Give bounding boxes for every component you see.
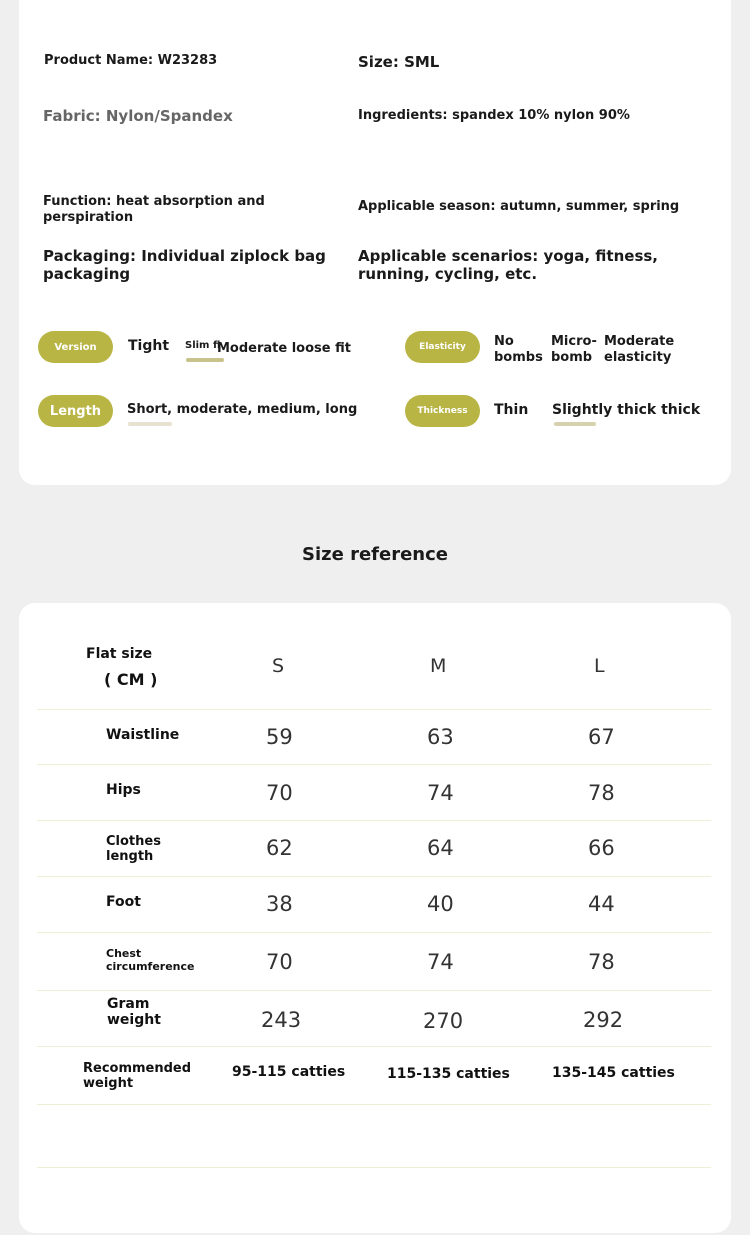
row-divider [37, 820, 711, 821]
row-divider [37, 990, 711, 991]
cell-hips-l: 78 [588, 781, 615, 805]
cell-recommended-s: 95-115 catties [232, 1064, 346, 1080]
thickness-badge: Thickness [405, 395, 480, 427]
function-info: Function: heat absorption and perspiration [43, 194, 265, 225]
elasticity-option-no: No bombs [494, 334, 543, 365]
cell-foot-m: 40 [427, 892, 454, 916]
cell-recommended-m: 115-135 catties [387, 1066, 510, 1082]
version-option-loose: Moderate loose fit [217, 341, 351, 356]
packaging-info: Packaging: Individual ziplock bag packaging [43, 247, 326, 283]
cell-foot-l: 44 [588, 892, 615, 916]
row-divider [37, 1167, 711, 1168]
column-header-s: S [272, 655, 285, 677]
row-label-waistline: Waistline [106, 727, 180, 743]
size-table-card [19, 603, 731, 1233]
size-info: Size: SML [358, 53, 440, 71]
cell-hips-m: 74 [427, 781, 454, 805]
row-label-foot: Foot [106, 894, 141, 910]
row-label-chest-circumference: Chest circumference [106, 947, 195, 973]
fabric-info: Fabric: Nylon/Spandex [43, 107, 233, 125]
flat-size-header: Flat size [86, 646, 153, 662]
elasticity-badge: Elasticity [405, 331, 480, 363]
cell-hips-s: 70 [266, 781, 293, 805]
row-divider [37, 1046, 711, 1047]
cell-waistline-m: 63 [427, 725, 454, 749]
length-selected-marker [128, 422, 172, 426]
cell-gram-s: 243 [261, 1008, 302, 1032]
version-selected-marker [186, 358, 224, 362]
row-label-clothes-length: Clothes length [106, 834, 161, 864]
cell-clothes-length-l: 66 [588, 836, 615, 860]
version-option-slim: Slim fi [185, 340, 221, 351]
column-header-l: L [594, 655, 605, 677]
cell-gram-m: 270 [423, 1009, 464, 1033]
scenarios-info: Applicable scenarios: yoga, fitness, running, cycling, etc. [358, 247, 658, 283]
ingredients-info: Ingredients: spandex 10% nylon 90% [358, 108, 630, 123]
product-name: Product Name: W23283 [44, 53, 218, 68]
version-option-tight: Tight [128, 338, 170, 354]
cell-waistline-s: 59 [266, 725, 293, 749]
cell-chest-m: 74 [427, 950, 454, 974]
elasticity-option-micro: Micro-bomb [551, 334, 597, 365]
row-label-recommended-weight: Recommended weight [83, 1061, 192, 1091]
thickness-option-thin: Thin [494, 402, 529, 418]
elasticity-option-moderate: Moderate elasticity [604, 334, 675, 365]
row-divider [37, 1104, 711, 1105]
cell-gram-l: 292 [583, 1008, 624, 1032]
version-badge: Version [38, 331, 113, 363]
cell-chest-s: 70 [266, 950, 293, 974]
row-label-hips: Hips [106, 782, 141, 798]
column-header-m: M [430, 655, 447, 677]
row-divider [37, 709, 711, 710]
unit-header: ( CM ) [104, 670, 158, 689]
cell-waistline-l: 67 [588, 725, 615, 749]
cell-foot-s: 38 [266, 892, 293, 916]
length-options: Short, moderate, medium, long [127, 402, 358, 417]
cell-recommended-l: 135-145 catties [552, 1065, 675, 1081]
thickness-option-slightly-thick: Slightly thick thick [552, 402, 701, 418]
row-label-gram-weight: Gram weight [107, 996, 161, 1029]
length-badge: Length [38, 395, 113, 427]
thickness-selected-marker [554, 422, 596, 426]
cell-clothes-length-m: 64 [427, 836, 454, 860]
size-reference-title: Size reference [302, 544, 448, 565]
row-divider [37, 876, 711, 877]
row-divider [37, 764, 711, 765]
season-info: Applicable season: autumn, summer, spring [358, 199, 680, 214]
cell-clothes-length-s: 62 [266, 836, 293, 860]
row-divider [37, 932, 711, 933]
cell-chest-l: 78 [588, 950, 615, 974]
